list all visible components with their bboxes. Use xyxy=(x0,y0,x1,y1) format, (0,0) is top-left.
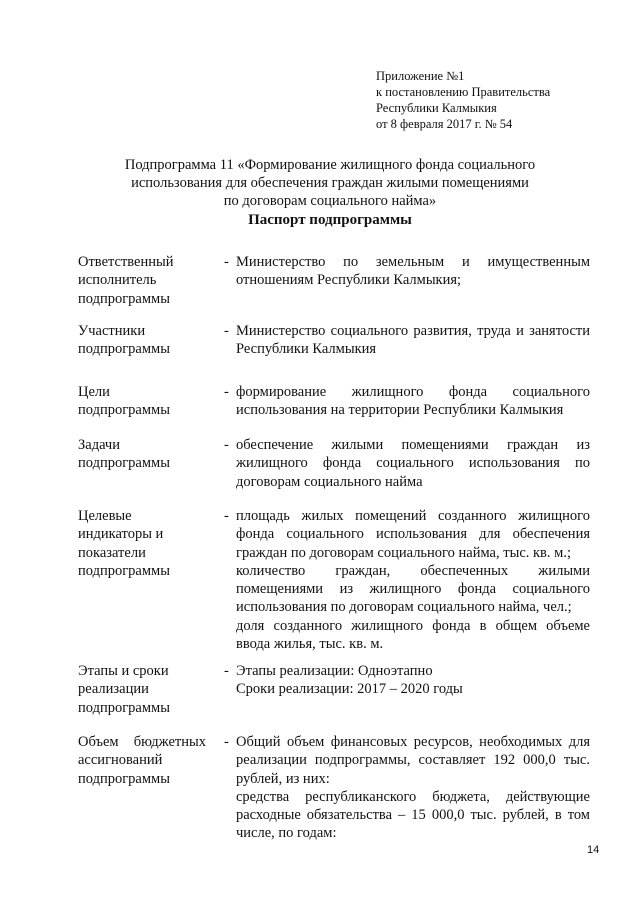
label-line: Объем бюджетных xyxy=(78,734,206,750)
approval-block xyxy=(376,68,550,132)
row-value xyxy=(236,662,590,699)
row-label xyxy=(78,733,218,788)
value-paragraph: формирование жилищного фонда социального использования на территории Республики Калмыкия xyxy=(236,384,590,419)
value-paragraph: Общий объем финансовых ресурсов, необходимых для реализации подпрограммы, составляет 192 000,0 тыс. рублей, из них: xyxy=(236,734,590,787)
label-line: Этапы и сроки xyxy=(78,663,169,679)
title-line: по договорам социального найма» xyxy=(223,193,437,209)
value-paragraph: Министерство социального развития, труда и занятости Республики Калмыкия xyxy=(236,323,590,358)
row-value xyxy=(236,322,590,359)
row-dash: - xyxy=(224,323,229,339)
label-line: подпрограммы xyxy=(78,455,170,472)
label-line: Ответственный xyxy=(78,254,174,270)
label-line: исполнитель xyxy=(78,272,157,289)
row-value xyxy=(236,733,590,843)
row-label xyxy=(78,436,218,473)
label-line: подпрограммы xyxy=(78,290,170,307)
value-paragraph: Министерство по земельным и имущественным отношениям Республики Калмыкия; xyxy=(236,254,590,289)
approval-line: к постановлению Правительства xyxy=(376,85,551,99)
label-line: подпрограммы xyxy=(78,699,170,716)
row-label xyxy=(78,507,218,580)
value-paragraph: площадь жилых помещений созданного жилищного фонда социального использования для обеспечения граждан по договорам социального найма, тыс. кв. м.; xyxy=(236,508,590,561)
label-line: подпрограммы xyxy=(78,341,170,358)
label-line: Целевые xyxy=(78,508,132,524)
row-dash: - xyxy=(224,254,229,270)
label-line: подпрограммы xyxy=(78,770,170,787)
row-label xyxy=(78,253,218,308)
label-line: реализации xyxy=(78,681,149,698)
row-dash: - xyxy=(224,437,229,453)
label-line: подпрограммы xyxy=(78,562,170,579)
value-paragraph: средства республиканского бюджета, действующие расходные обязательства – 15 000,0 тыс. рублей, в том числе, по годам: xyxy=(236,788,590,842)
row-dash: - xyxy=(224,508,229,524)
value-paragraph: Сроки реализации: 2017 – 2020 годы xyxy=(236,681,463,698)
row-dash: - xyxy=(224,663,229,679)
label-line: Задачи xyxy=(78,437,120,453)
title-line: использования для обеспечения граждан жилыми помещениями xyxy=(131,175,529,191)
row-label xyxy=(78,322,218,359)
value-paragraph: доля созданного жилищного фонда в общем объеме ввода жилья, тыс. кв. м. xyxy=(236,617,590,653)
value-paragraph: обеспечение жилыми помещениями граждан из жилищного фонда социального использования по договорам социального найма xyxy=(236,437,590,490)
row-value xyxy=(236,383,590,420)
page-number: 14 xyxy=(587,844,600,856)
row-value xyxy=(236,253,590,290)
row-dash: - xyxy=(224,384,229,400)
value-paragraph: количество граждан, обеспеченных жилыми помещениями из жилищного фонда социального использования по договорам социального найма, чел.; xyxy=(236,562,590,616)
row-label xyxy=(78,662,218,717)
approval-line: от 8 февраля 2017 г. № 54 xyxy=(376,117,513,131)
row-value xyxy=(236,507,590,653)
passport-heading: Паспорт подпрограммы xyxy=(248,212,412,228)
label-line: Участники xyxy=(78,323,146,339)
label-line: ассигнований xyxy=(78,752,163,769)
approval-line: Приложение №1 xyxy=(376,69,465,83)
label-line: индикаторы и xyxy=(78,526,164,543)
row-label xyxy=(78,383,218,420)
label-line: показатели xyxy=(78,544,146,561)
label-line: подпрограммы xyxy=(78,402,170,419)
approval-line: Республики Калмыкия xyxy=(376,101,497,115)
row-dash: - xyxy=(224,734,229,750)
value-paragraph: Этапы реализации: Одноэтапно xyxy=(236,663,433,679)
document-title xyxy=(80,156,580,210)
row-value xyxy=(236,436,590,491)
title-line: Подпрограмма 11 «Формирование жилищного фонда социального xyxy=(124,157,536,173)
label-line: Цели xyxy=(78,384,110,400)
